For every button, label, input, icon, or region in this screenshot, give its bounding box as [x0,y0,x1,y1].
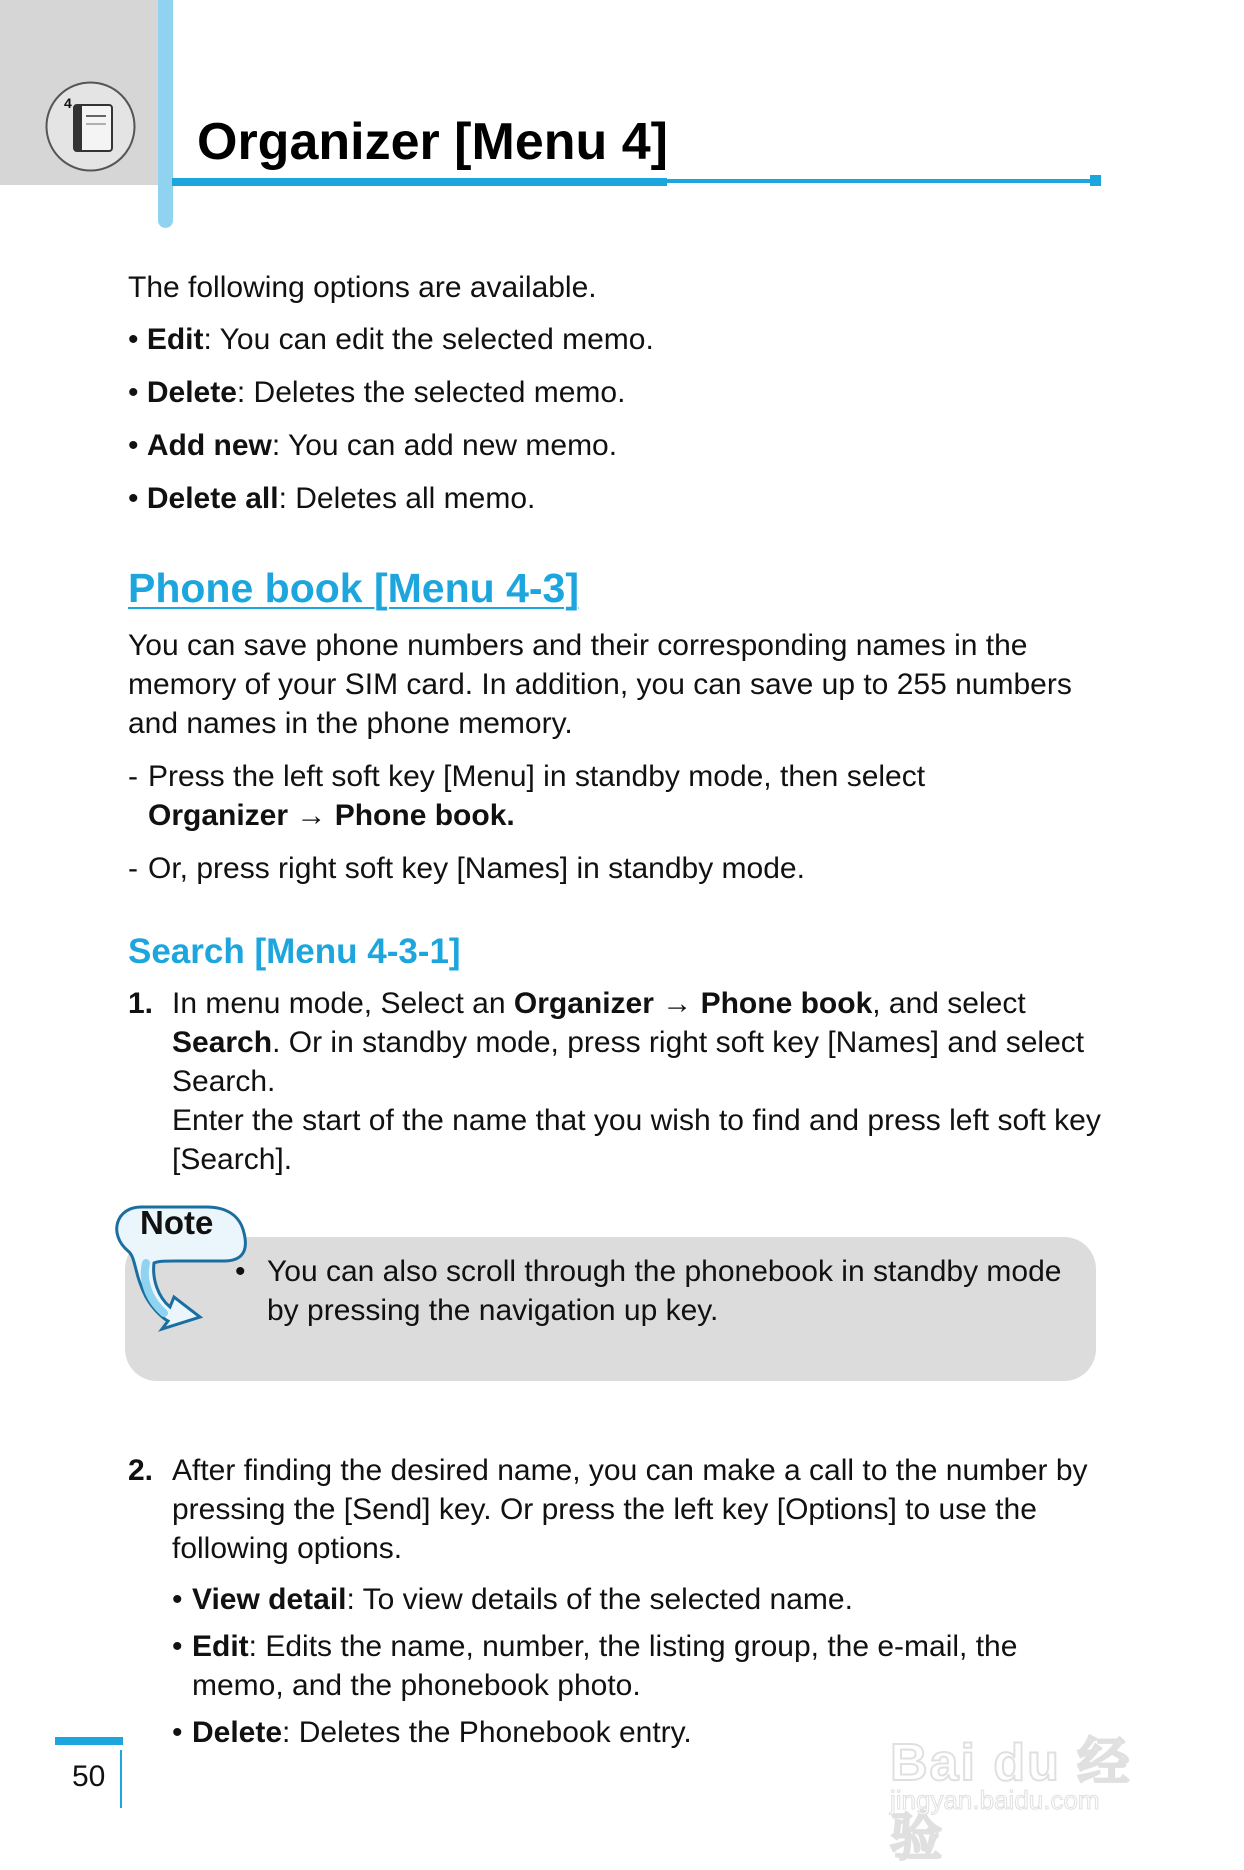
search-option-edit: • Edit: Edits the name, number, the listing group, the e-mail, the memo, and the phonebook photo. [172,1630,1018,1702]
option-term: Edit [192,1630,249,1663]
option-term: Add new [146,429,272,462]
step-2-text: After finding the desired name, you can make a call to the number by pressing the [Send] key. Or press the left key [Options] to use the following options. [172,1454,1088,1565]
option-desc: : You can add new memo. [271,429,618,462]
access-menu-text: Press the left soft key [Menu] in standby mode, then select [148,760,926,793]
search-step-2 [128,1451,1113,1568]
header-vertical-bar [158,0,173,228]
intro-text: The following options are available. [128,271,597,304]
option-desc: : Deletes all memo. [278,482,536,515]
baidu-watermark [880,1680,1180,1867]
phonebook-description: You can save phone numbers and their corresponding names in the memory of your SIM card. In addition, you can save up to 255 numbers and names in the phone memory. [128,629,1072,740]
memo-option-delete-all: • Delete all: Deletes all memo. [128,482,536,515]
chapter-number: 4 [64,95,72,111]
title-underline-end-square [1090,175,1101,186]
step-number: 1. [128,987,154,1020]
memo-option-delete: • Delete: Deletes the selected memo. [128,376,626,409]
option-desc: : To view details of the selected name. [346,1583,853,1616]
option-desc: : You can edit the selected memo. [203,323,654,356]
note-box [125,1237,1096,1381]
page-content [128,268,1113,1760]
note-label: Note [140,1204,214,1241]
memo-option-add-new: • Add new: You can add new memo. [128,429,618,462]
access-instruction-menu: - Press the left soft key [Menu] in standby mode, then select Organizer → Phone book. [128,760,926,832]
note-callout [128,1201,1113,1407]
access-menu-path: Organizer → Phone book. [148,799,515,832]
note-body: You can also scroll through the phonebook in standby mode by pressing the navigation up key. [267,1255,1062,1327]
title-underline-thick [172,178,667,186]
page-number: 50 [72,1760,106,1793]
option-desc: : Edits the name, number, the listing group, the e-mail, the memo, and the phonebook photo. [192,1630,1018,1702]
page-title: Organizer [Menu 4] [197,113,668,171]
step-1-text: In menu mode, Select an Organizer → Phone book, and select Search. Or in standby mode, press right soft key [Names] and select Search. [172,987,1085,1098]
option-term: Edit [146,323,204,356]
memo-option-edit: • Edit: You can edit the selected memo. [128,323,654,356]
option-term: Delete [146,376,237,409]
access-instruction-names: - Or, press right soft key [Names] in standby mode. [128,849,1113,888]
access-names-text: Or, press right soft key [Names] in standby mode. [148,852,805,885]
step-number: 2. [128,1454,154,1487]
page-number-rule [120,1750,122,1808]
option-desc: : Deletes the Phonebook entry. [282,1716,692,1749]
option-term: Delete [192,1716,283,1749]
note-text: • You can also scroll through the phonebook in standby mode by pressing the navigation up key. [235,1237,1065,1330]
watermark-url: jingyan.baidu.com [890,1785,1100,1815]
option-desc: : Deletes the selected memo. [236,376,626,409]
phonebook-section-title: Phone book [Menu 4-3] [128,565,579,611]
search-step-1 [128,984,1113,1179]
search-section-title: Search [Menu 4-3-1] [128,932,461,971]
page-number-bar [55,1737,123,1745]
step-1-text-2: Enter the start of the name that you wish to find and press left soft key [Search]. [172,1104,1101,1176]
option-term: Delete all [146,482,279,515]
search-option-view-detail: • View detail: To view details of the selected name. [172,1583,853,1616]
search-option-delete: • Delete: Deletes the Phonebook entry. [172,1716,692,1749]
watermark-brand: Bai du 经验 [890,1734,1132,1867]
option-term: View detail [192,1583,347,1616]
organizer-chapter-icon [44,80,137,173]
